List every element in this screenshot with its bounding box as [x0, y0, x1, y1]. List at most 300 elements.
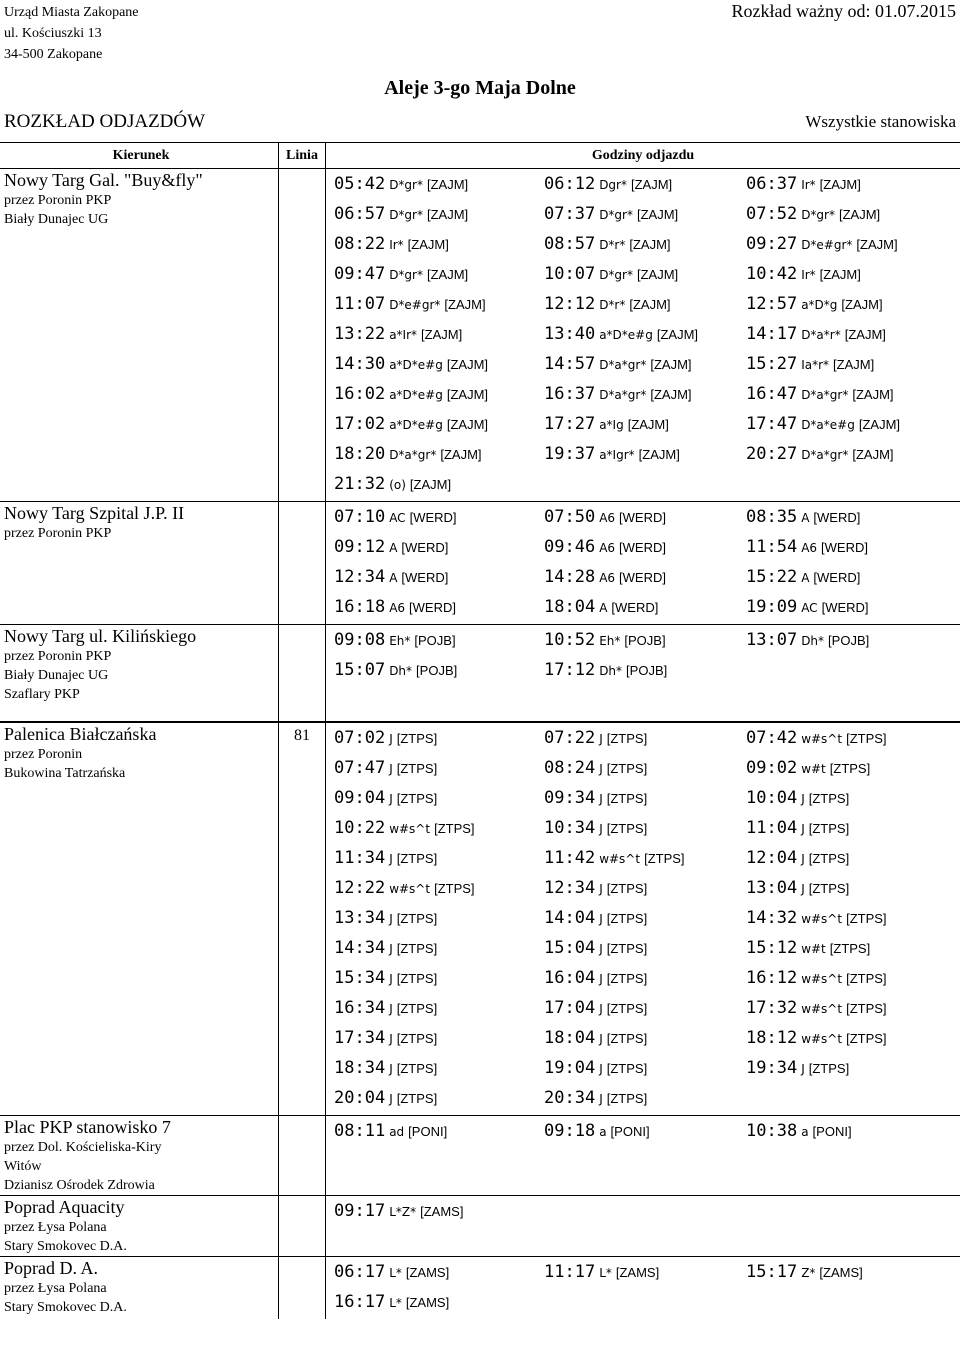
departure: [334, 471, 544, 501]
operator-code: [ZTPS]: [846, 1031, 887, 1046]
operator-code: [POJB]: [624, 633, 666, 648]
departure-code: A: [389, 571, 398, 585]
departure-code: A6: [599, 511, 616, 525]
departure-time: 07:47: [334, 758, 386, 778]
direction-group: [0, 1257, 960, 1320]
operator-code: [ZAJM]: [819, 267, 861, 282]
departure-code: A6: [599, 541, 616, 555]
operator-code: [WERD]: [813, 570, 861, 585]
operator-code: [ZTPS]: [396, 851, 438, 866]
departure-code: J: [599, 732, 603, 746]
departure-time: 12:22: [334, 878, 386, 898]
departure-time: 10:42: [746, 264, 798, 284]
departure: [544, 261, 746, 291]
departure: [746, 321, 946, 351]
direction-via: Bukowina Tatrzańska: [4, 766, 126, 781]
departure: [746, 534, 946, 564]
line-cell: [279, 1116, 326, 1196]
departure-time: 12:34: [544, 878, 596, 898]
operator-code: [ZAJM]: [852, 447, 894, 462]
operator-code: [ZAJM]: [629, 297, 671, 312]
departure-code: a*D*g: [801, 298, 838, 312]
departure-time: 10:38: [746, 1121, 798, 1141]
departure-code: L*: [599, 1266, 612, 1280]
direction-via: Witów: [4, 1159, 42, 1174]
departure-code: Z*: [801, 1266, 816, 1280]
departure-time: 16:04: [544, 968, 596, 988]
departure-time: 14:17: [746, 324, 798, 344]
departure-time: 19:04: [544, 1058, 596, 1078]
departure: [746, 1259, 946, 1289]
departure: [544, 594, 746, 624]
operator-code: [WERD]: [611, 600, 659, 615]
departure: [544, 201, 746, 231]
departure: [544, 965, 746, 995]
departure: [334, 905, 544, 935]
departure-time: 14:34: [334, 938, 386, 958]
direction-cell: [0, 1116, 279, 1196]
departure-code: J: [801, 822, 805, 836]
departure: [746, 261, 946, 291]
operator-code: [ZAJM]: [638, 447, 680, 462]
departure-time: 17:02: [334, 414, 386, 434]
departure-time: 17:12: [544, 660, 596, 680]
departure: [746, 231, 946, 261]
departure: [334, 755, 544, 785]
departure: [334, 785, 544, 815]
direction-via: przez Poronin: [4, 747, 83, 762]
column-header-times: Godziny odjazdu: [326, 143, 960, 169]
departure-time: 06:17: [334, 1262, 386, 1282]
direction-via: Stary Smokovec D.A.: [4, 1300, 127, 1315]
departure-code: Eh*: [599, 634, 621, 648]
operator-code: [ZAJM]: [833, 357, 875, 372]
departure: [334, 291, 544, 321]
departure: [746, 627, 946, 657]
operator-code: [ZTPS]: [434, 881, 475, 896]
departure: [544, 1055, 746, 1085]
departure-time: 19:09: [746, 597, 798, 617]
departure-code: L*: [389, 1296, 402, 1310]
departure-time: 18:04: [544, 1028, 596, 1048]
direction-via: przez Łysa Polana: [4, 1281, 107, 1296]
departure-time: 07:52: [746, 204, 798, 224]
departure-code: J: [389, 1092, 393, 1106]
departure: [746, 845, 946, 875]
operator-code: [ZTPS]: [606, 731, 648, 746]
operator-code: [ZTPS]: [396, 941, 438, 956]
departure-time: 16:02: [334, 384, 386, 404]
departure-code: J: [599, 822, 603, 836]
departure-time: 14:57: [544, 354, 596, 374]
departure-time: 15:34: [334, 968, 386, 988]
departure-code: Dh*: [801, 634, 825, 648]
departure-code: a*Igr*: [599, 448, 635, 462]
operator-code: [ZAJM]: [852, 387, 894, 402]
departure: [334, 381, 544, 411]
departure-code: D*a*gr*: [599, 388, 647, 402]
departure-code: w#s^t: [801, 1002, 843, 1016]
departure: [544, 1259, 746, 1289]
departure: [544, 321, 746, 351]
departure-time: 11:42: [544, 848, 596, 868]
operator-code: [ZAJM]: [409, 477, 452, 492]
direction-cell: [0, 625, 279, 723]
direction-cell: [0, 169, 279, 502]
departure: [334, 441, 544, 471]
departure: [334, 1289, 544, 1319]
line-cell: [279, 169, 326, 502]
departure-time: 14:32: [746, 908, 798, 928]
operator-code: [ZTPS]: [606, 911, 648, 926]
departure-code: J: [389, 942, 393, 956]
departure: [746, 351, 946, 381]
departure-code: J: [389, 1032, 393, 1046]
direction-name: Nowy Targ Gal. "Buy&fly": [4, 170, 203, 190]
operator-code: [ZAJM]: [446, 357, 489, 372]
departure: [334, 1118, 544, 1148]
departure-code: J: [801, 882, 805, 896]
operator-code: [ZTPS]: [396, 971, 438, 986]
departure-time: 21:32: [334, 474, 386, 494]
departure-time: 12:12: [544, 294, 596, 314]
operator-code: [ZTPS]: [606, 1091, 648, 1106]
departures-cell: [326, 1257, 960, 1320]
departure-time: 10:34: [544, 818, 596, 838]
departure-code: Ia*r*: [801, 358, 830, 372]
operator-code: [ZTPS]: [808, 791, 850, 806]
departure-time: 09:18: [544, 1121, 596, 1141]
departure-time: 19:37: [544, 444, 596, 464]
departure: [746, 935, 946, 965]
operator-code: [ZAJM]: [627, 417, 669, 432]
operator-code: [ZTPS]: [606, 1061, 648, 1076]
departure-code: w#s^t: [801, 1032, 843, 1046]
departure: [334, 657, 544, 687]
departure-time: 14:30: [334, 354, 386, 374]
departure-code: a*Ir*: [389, 328, 418, 342]
operator-code: [ZTPS]: [808, 851, 850, 866]
departure-code: J: [599, 972, 603, 986]
departure: [746, 815, 946, 845]
departure: [746, 564, 946, 594]
operator-code: [ZTPS]: [396, 731, 438, 746]
departure: [334, 875, 544, 905]
departure: [334, 594, 544, 624]
departure-time: 08:57: [544, 234, 596, 254]
departure: [544, 1025, 746, 1055]
departure: [544, 785, 746, 815]
departure-code: J: [389, 912, 393, 926]
departure-code: J: [599, 882, 603, 896]
operator-code: [ZTPS]: [396, 1061, 438, 1076]
direction-cell: [0, 722, 279, 1116]
departure: [544, 657, 746, 687]
departure: [746, 965, 946, 995]
departure-time: 05:42: [334, 174, 386, 194]
departure-time: 09:46: [544, 537, 596, 557]
operator-code: [ZTPS]: [434, 821, 475, 836]
departure-code: D*gr*: [389, 208, 423, 222]
departure-time: 11:04: [746, 818, 798, 838]
direction-group: [0, 1116, 960, 1196]
departure-time: 13:34: [334, 908, 386, 928]
operator-code: [PONI]: [408, 1124, 448, 1139]
departure-time: 17:47: [746, 414, 798, 434]
departure: [544, 441, 746, 471]
departure-code: J: [599, 942, 603, 956]
operator-code: [ZAJM]: [440, 447, 482, 462]
departure-time: 13:07: [746, 630, 798, 650]
departure-time: 11:34: [334, 848, 386, 868]
departure-time: 17:27: [544, 414, 596, 434]
operator-code: [ZAJM]: [444, 297, 486, 312]
departure: [334, 504, 544, 534]
departure-code: AC: [801, 601, 818, 615]
departure-time: 08:22: [334, 234, 386, 254]
operator-code: [ZTPS]: [808, 1061, 850, 1076]
departure-code: D*a*gr*: [801, 388, 849, 402]
departure-code: Dgr*: [599, 178, 627, 192]
document-title: ROZKŁAD ODJAZDÓW: [4, 111, 206, 132]
direction-via: przez Poronin PKP: [4, 526, 112, 541]
office-line: Urząd Miasta Zakopane: [4, 5, 139, 20]
departures-grid: [326, 1116, 960, 1148]
departure: [746, 1118, 946, 1148]
departure: [746, 594, 946, 624]
departure-code: D*a*r*: [801, 328, 841, 342]
departure-time: 10:07: [544, 264, 596, 284]
operator-code: [ZAMS]: [420, 1204, 464, 1219]
departure-time: 15:22: [746, 567, 798, 587]
departure-code: D*r*: [599, 298, 626, 312]
operator-code: [ZAJM]: [838, 207, 881, 222]
departure-code: a*D*e#g: [599, 328, 653, 342]
departure-code: a*Ig: [599, 418, 624, 432]
departure-code: w#s^t: [801, 912, 843, 926]
departure: [746, 201, 946, 231]
direction-group: [0, 625, 960, 723]
departure-code: J: [599, 1002, 603, 1016]
departure: [544, 815, 746, 845]
departure-time: 08:35: [746, 507, 798, 527]
direction-cell: [0, 502, 279, 625]
line-cell: [279, 625, 326, 723]
departure-code: AC: [389, 511, 406, 525]
departure: [334, 411, 544, 441]
direction-group: [0, 1196, 960, 1257]
operator-code: [ZTPS]: [606, 791, 648, 806]
departure-time: 16:18: [334, 597, 386, 617]
departure-code: J: [389, 1002, 393, 1016]
departure-time: 07:22: [544, 728, 596, 748]
operator-code: [ZAJM]: [426, 267, 469, 282]
departures-grid: [326, 625, 960, 687]
operator-code: [ZAJM]: [426, 177, 469, 192]
departure-time: 14:28: [544, 567, 596, 587]
departure-time: 15:12: [746, 938, 798, 958]
departure-code: J: [599, 792, 603, 806]
operator-code: [ZTPS]: [829, 761, 871, 776]
departure-code: D*a*gr*: [801, 448, 849, 462]
departure-time: 15:07: [334, 660, 386, 680]
departure-code: A6: [389, 601, 406, 615]
departure-time: 06:12: [544, 174, 596, 194]
operator-code: [ZAMS]: [615, 1265, 660, 1280]
operator-code: [ZTPS]: [396, 761, 438, 776]
departure: [334, 171, 544, 201]
departure: [334, 534, 544, 564]
departure-code: w#s^t: [801, 972, 843, 986]
departure: [746, 785, 946, 815]
direction-via: Biały Dunajec UG: [4, 668, 109, 683]
departure: [544, 381, 746, 411]
departure: [746, 171, 946, 201]
departure-time: 17:34: [334, 1028, 386, 1048]
departure: [746, 411, 946, 441]
departure-time: 10:22: [334, 818, 386, 838]
direction-name: Poprad D. A.: [4, 1258, 98, 1278]
departure: [334, 845, 544, 875]
departure-code: w#t: [801, 762, 826, 776]
departure: [544, 995, 746, 1025]
departure-code: J: [389, 762, 393, 776]
departure-time: 18:34: [334, 1058, 386, 1078]
departure: [544, 845, 746, 875]
departure-code: Dh*: [389, 664, 413, 678]
departure-code: a: [801, 1125, 809, 1139]
column-header-line: Linia: [279, 143, 326, 169]
operator-code: [ZTPS]: [396, 1091, 438, 1106]
line-cell: [279, 1257, 326, 1320]
departure: [334, 935, 544, 965]
operator-code: [ZAJM]: [426, 207, 469, 222]
departures-cell: [326, 502, 960, 625]
operator-code: [POJB]: [828, 633, 870, 648]
departure: [544, 504, 746, 534]
departure: [334, 1055, 544, 1085]
operator-code: [ZAJM]: [421, 327, 463, 342]
timetable-body: [0, 169, 960, 1320]
departure-code: J: [389, 792, 393, 806]
departure: [746, 725, 946, 755]
departure: [544, 411, 746, 441]
departure-time: 07:37: [544, 204, 596, 224]
departure-time: 11:17: [544, 1262, 596, 1282]
departure: [334, 321, 544, 351]
operator-code: [POJB]: [416, 663, 458, 678]
departure: [544, 725, 746, 755]
operator-code: [ZAJM]: [819, 177, 861, 192]
departure: [334, 995, 544, 1025]
departure-code: J: [389, 972, 393, 986]
departure-code: A: [801, 511, 810, 525]
operator-code: [PONI]: [610, 1124, 650, 1139]
operator-code: [ZTPS]: [606, 881, 648, 896]
departure-code: a: [599, 1125, 607, 1139]
departure-code: w#s^t: [599, 852, 641, 866]
operator-code: [WERD]: [821, 600, 869, 615]
operator-code: [ZAJM]: [844, 327, 886, 342]
direction-cell: [0, 1257, 279, 1320]
operator-code: [ZTPS]: [606, 941, 648, 956]
departure-time: 12:34: [334, 567, 386, 587]
departure-time: 06:57: [334, 204, 386, 224]
operator-code: [ZTPS]: [396, 911, 438, 926]
direction-via: Stary Smokovec D.A.: [4, 1239, 127, 1254]
operator-code: [POJB]: [414, 633, 456, 648]
departure-time: 13:04: [746, 878, 798, 898]
timetable: [0, 142, 960, 1319]
departure-time: 15:27: [746, 354, 798, 374]
departure-code: J: [599, 1092, 603, 1106]
departure: [334, 1025, 544, 1055]
departure: [544, 171, 746, 201]
operator-code: [ZTPS]: [606, 971, 648, 986]
operator-code: [ZTPS]: [846, 971, 887, 986]
direction-via: przez Dol. Kościeliska-Kiry: [4, 1140, 162, 1155]
operator-code: [ZTPS]: [644, 851, 685, 866]
departure-code: L*: [389, 1266, 402, 1280]
operator-code: [ZAJM]: [841, 297, 883, 312]
direction-group: [0, 169, 960, 502]
departure-time: 11:54: [746, 537, 798, 557]
line-cell: [279, 1196, 326, 1257]
departure-time: 18:12: [746, 1028, 798, 1048]
departure: [544, 1085, 746, 1115]
operator-code: [ZAJM]: [446, 417, 489, 432]
departure: [746, 875, 946, 905]
line-cell: [279, 722, 326, 1116]
departure-code: a*D*e#g: [389, 388, 443, 402]
departure: [746, 381, 946, 411]
operator-code: [ZTPS]: [846, 731, 887, 746]
operator-code: [ZTPS]: [606, 761, 648, 776]
operator-code: [ZAJM]: [629, 237, 671, 252]
departure-time: 18:20: [334, 444, 386, 464]
operator-code: [ZAJM]: [446, 387, 489, 402]
departure-code: D*e#gr*: [801, 238, 853, 252]
departure: [746, 1055, 946, 1085]
departures-grid: [326, 1196, 960, 1228]
departure-time: 19:34: [746, 1058, 798, 1078]
direction-name: Poprad Aquacity: [4, 1197, 125, 1217]
departures-grid: [326, 502, 960, 624]
departure: [544, 1118, 746, 1148]
departure-code: D*r*: [599, 238, 626, 252]
departure-code: J: [599, 1032, 603, 1046]
departure: [746, 905, 946, 935]
departure: [746, 441, 946, 471]
departure-time: 09:12: [334, 537, 386, 557]
timetable-header-row: [0, 143, 960, 169]
departure-code: D*gr*: [599, 208, 633, 222]
operator-code: [ZTPS]: [396, 1031, 438, 1046]
departures-grid: [326, 1257, 960, 1319]
departure-code: J: [599, 912, 603, 926]
departure: [746, 995, 946, 1025]
departure-time: 15:17: [746, 1262, 798, 1282]
departure-time: 16:12: [746, 968, 798, 988]
departure-code: J: [389, 1062, 393, 1076]
departure: [544, 627, 746, 657]
direction-name: Palenica Białczańska: [4, 724, 157, 744]
departure-code: J: [599, 1062, 603, 1076]
departure: [334, 351, 544, 381]
operator-code: [WERD]: [619, 510, 666, 525]
departure-code: D*a*gr*: [389, 448, 437, 462]
departure-code: D*gr*: [389, 268, 423, 282]
